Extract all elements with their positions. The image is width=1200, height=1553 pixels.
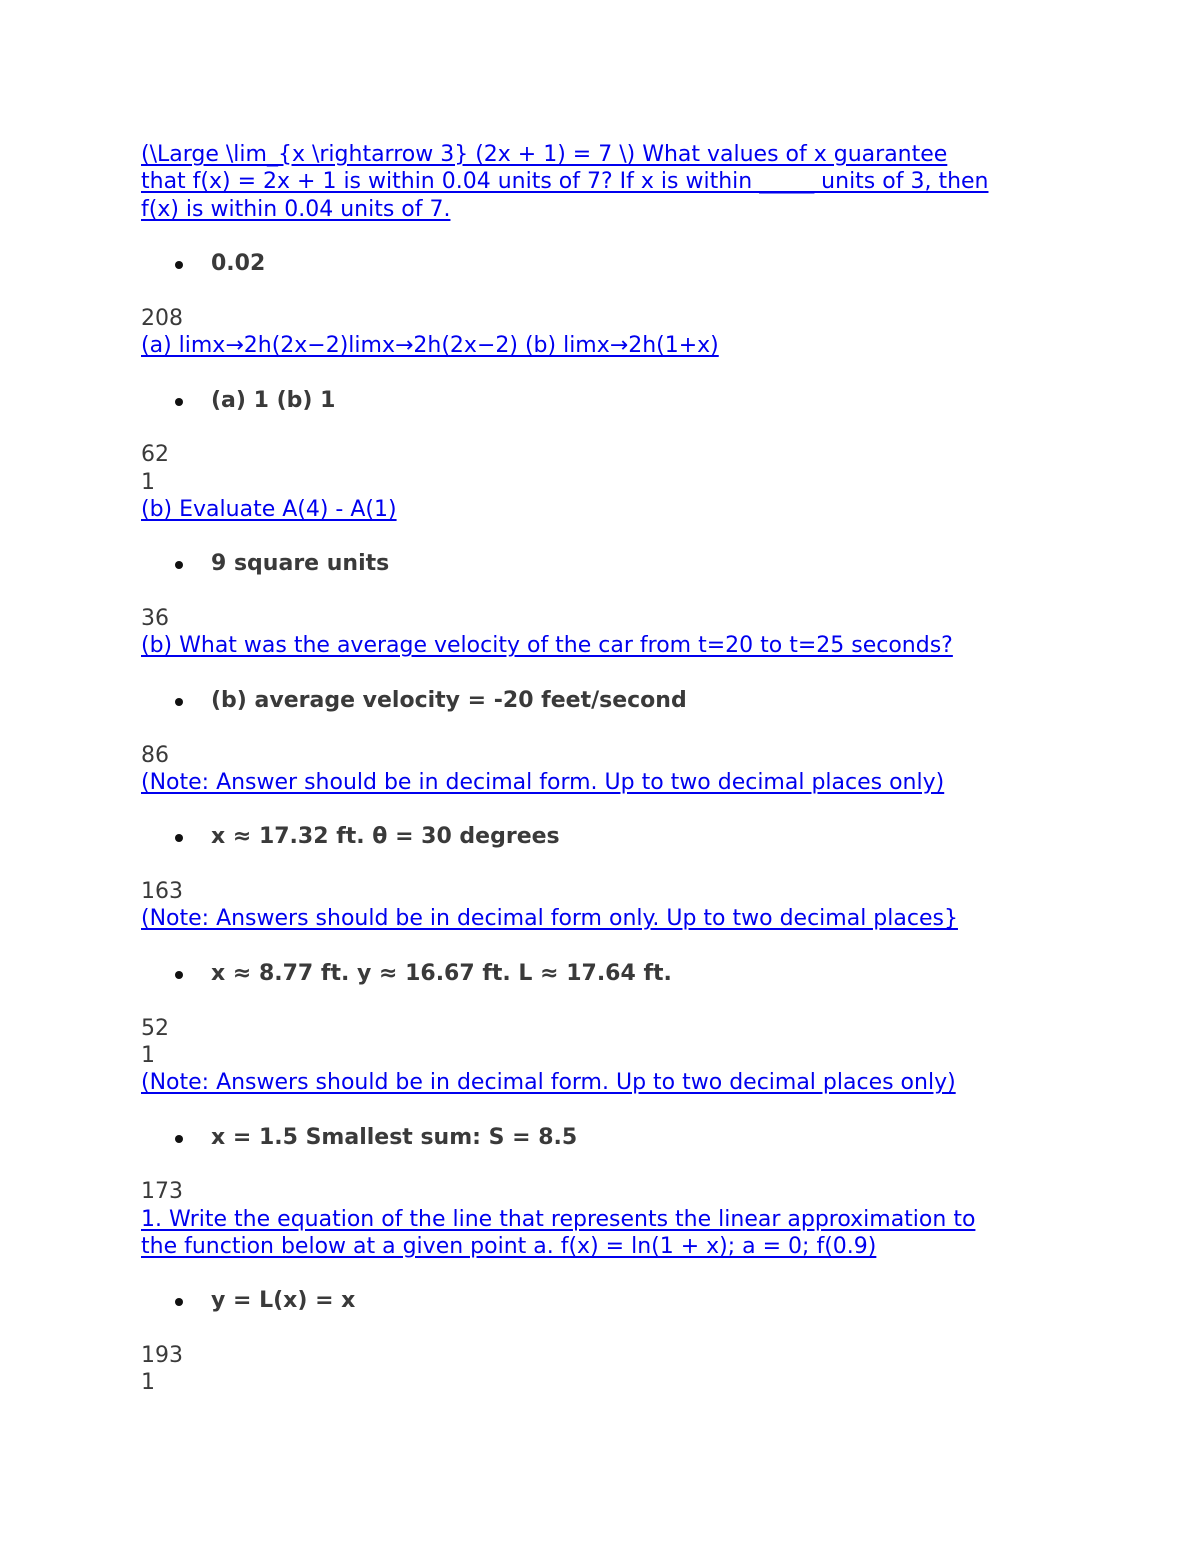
answer-item bbox=[141, 1124, 1071, 1151]
answer-text: (a) 1 (b) 1 bbox=[211, 387, 336, 413]
qa-item bbox=[141, 305, 1071, 414]
answer-text: x ≈ 17.32 ft. θ = 30 degrees bbox=[211, 824, 560, 850]
question-link[interactable] bbox=[141, 1206, 1071, 1261]
bullet-icon bbox=[175, 1135, 183, 1143]
question-link[interactable] bbox=[141, 332, 1071, 359]
bullet-icon bbox=[175, 698, 183, 706]
question-line: (Note: Answer should be in decimal form. Up to two decimal places only) bbox=[141, 769, 945, 795]
vote-count-secondary: 1 bbox=[141, 469, 155, 495]
vote-count: 208 bbox=[141, 305, 183, 331]
question-line: (a) limx→2h(2x−2)limx→2h(2x−2) (b) limx→2h(1+x) bbox=[141, 333, 719, 359]
qa-item bbox=[141, 742, 1071, 851]
question-link[interactable] bbox=[141, 496, 1071, 523]
question-line: (b) What was the average velocity of the car from t=20 to t=25 seconds? bbox=[141, 633, 953, 659]
question-line: (Note: Answers should be in decimal form only. Up to two decimal places} bbox=[141, 906, 958, 932]
answer-item bbox=[141, 550, 1071, 577]
qa-item bbox=[141, 878, 1071, 987]
vote-count: 193 bbox=[141, 1343, 183, 1369]
answer-text: x ≈ 8.77 ft. y ≈ 16.67 ft. L ≈ 17.64 ft. bbox=[211, 960, 672, 986]
qa-item bbox=[141, 1015, 1071, 1151]
question-line: that f(x) = 2x + 1 is within 0.04 units of 7? If x is within _____ units of 3, then bbox=[141, 169, 989, 195]
question-link[interactable] bbox=[141, 905, 1071, 932]
answer-text: y = L(x) = x bbox=[211, 1288, 356, 1314]
bullet-icon bbox=[175, 971, 183, 979]
question-link[interactable] bbox=[141, 769, 1071, 796]
bullet-icon bbox=[175, 261, 183, 269]
answer-text: 9 square units bbox=[211, 551, 390, 577]
qa-item bbox=[141, 441, 1071, 577]
answer-item bbox=[141, 1287, 1071, 1314]
answer-text: (b) average velocity = -20 feet/second bbox=[211, 687, 687, 713]
qa-item bbox=[141, 605, 1071, 714]
answer-text: x = 1.5 Smallest sum: S = 8.5 bbox=[211, 1124, 578, 1150]
question-line: 1. Write the equation of the line that represents the linear approximation to bbox=[141, 1206, 976, 1232]
vote-count-secondary: 1 bbox=[141, 1042, 155, 1068]
answer-item bbox=[141, 823, 1071, 850]
document-page bbox=[141, 141, 1071, 1397]
vote-count: 36 bbox=[141, 606, 169, 632]
vote-count: 173 bbox=[141, 1179, 183, 1205]
question-line: f(x) is within 0.04 units of 7. bbox=[141, 196, 451, 222]
bullet-icon bbox=[175, 398, 183, 406]
answer-item bbox=[141, 960, 1071, 987]
question-link[interactable] bbox=[141, 1069, 1071, 1096]
vote-count-secondary: 1 bbox=[141, 1370, 155, 1396]
question-link[interactable] bbox=[141, 141, 1071, 223]
answer-text: 0.02 bbox=[211, 251, 266, 277]
bullet-icon bbox=[175, 834, 183, 842]
question-link[interactable] bbox=[141, 632, 1071, 659]
question-line: (\Large \lim_{x \rightarrow 3} (2x + 1) = 7 \) What values of x guarantee bbox=[141, 142, 948, 167]
qa-item bbox=[141, 141, 1071, 277]
question-line: the function below at a given point a. f(x) = ln(1 + x); a = 0; f(0.9) bbox=[141, 1233, 877, 1259]
question-line: (b) Evaluate A(4) - A(1) bbox=[141, 496, 397, 522]
answer-item bbox=[141, 687, 1071, 714]
qa-item bbox=[141, 1178, 1071, 1314]
answer-item bbox=[141, 387, 1071, 414]
question-line: (Note: Answers should be in decimal form. Up to two decimal places only) bbox=[141, 1070, 956, 1096]
bullet-icon bbox=[175, 1298, 183, 1306]
bullet-icon bbox=[175, 561, 183, 569]
vote-count: 62 bbox=[141, 442, 169, 468]
trailing-counts bbox=[141, 1342, 1071, 1397]
vote-count: 163 bbox=[141, 879, 183, 905]
vote-count: 52 bbox=[141, 1015, 169, 1041]
vote-count: 86 bbox=[141, 742, 169, 768]
answer-item bbox=[141, 250, 1071, 277]
